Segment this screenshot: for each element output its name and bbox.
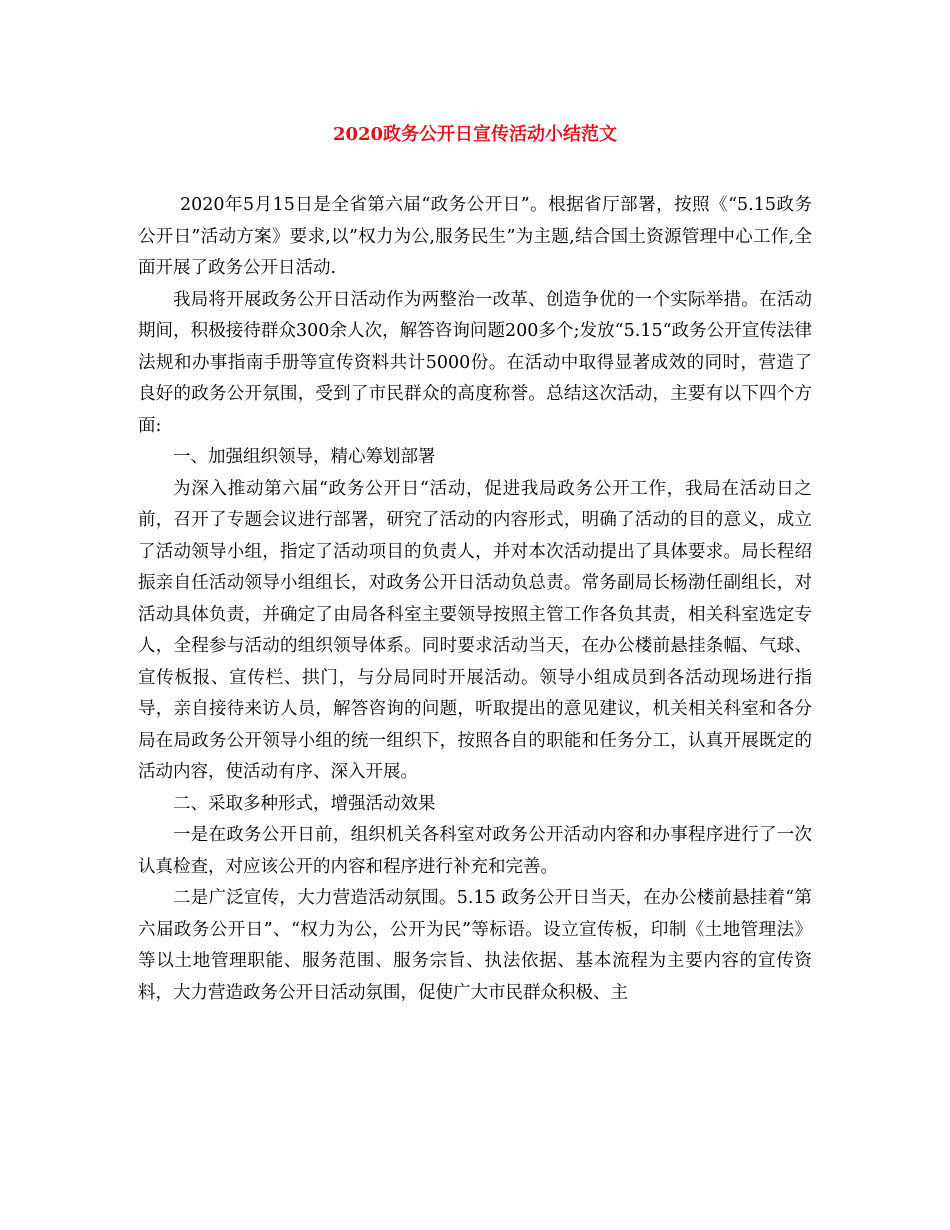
- document-title: 2020政务公开日宣传活动小结范文: [332, 124, 618, 145]
- section-heading: 一、加强组织领导，精心筹划部署: [173, 447, 436, 467]
- paragraph: 一是在政务公开日前，组织机关各科室对政务公开活动内容和办事程序进行了一次认真检查，对应该公开的内容和程序进行补充和完善。: [138, 825, 812, 877]
- document-body: [138, 190, 812, 1009]
- paragraph: 我局将开展政务公开日活动作为两整治一改革、创造争优的一个实际举措。在活动期间，积极接待群众300余人次，解答咨询问题200多个;发放“5.15“政务公开宣传法律法规和办事指南手册等宣传资料共计5000份。在活动中取得显著成效的同时，营造了良好的政务公开氛围，受到了市民群众的高度称誉。总结这次活动，主要有以下四个方面:: [138, 289, 812, 436]
- section-heading: 二、采取多种形式，增强活动效果: [173, 793, 436, 814]
- paragraph: 为深入推动第六届“政务公开日“活动，促进我局政务公开工作，我局在活动日之前，召开了专题会议进行部署，研究了活动的内容形式，明确了活动的目的意义，成立了活动领导小组，指定了活动项目的负责人，并对本次活动提出了具体要求。局长程绍振亲自任活动领导小组组长，对政务公开日活动负总责。常务副局长杨渤任副组长，对活动具体负责，并确定了由局各科室主要领导按照主管工作各负其责，相关科室选定专人，全程参与活动的组织领导体系。同时要求活动当天，在办公楼前悬挂条幅、气球、宣传板报、宣传栏、拱门，与分局同时开展活动。领导小组成员到各活动现场进行指导，亲自接待来访人员，解答咨询的问题，听取提出的意见建议，机关相关科室和各分局在局政务公开领导小组的统一组织下，按照各自的职能和任务分工，认真开展既定的活动内容，使活动有序、深入开展。: [138, 478, 812, 782]
- paragraph: 2020年5月15日是全省第六届“政务公开日”。根据省厅部署，按照《“5.15政务公开日”活动方案》要求,以”权力为公,服务民生”为主题,结合国土资源管理中心工作,全面开展了政务公开日活动.: [138, 195, 812, 278]
- paragraph: 二是广泛宣传，大力营造活动氛围。5.15 政务公开日当天，在办公楼前悬挂着“第六届政务公开日”、“权力为公，公开为民”等标语。设立宣传板，印制《土地管理法》等以土地管理职能、服务范围、服务宗旨、执法依据、基本流程为主要内容的宣传资料，大力营造政务公开日活动氛围，促使广大市民群众积极、主: [138, 888, 812, 1003]
